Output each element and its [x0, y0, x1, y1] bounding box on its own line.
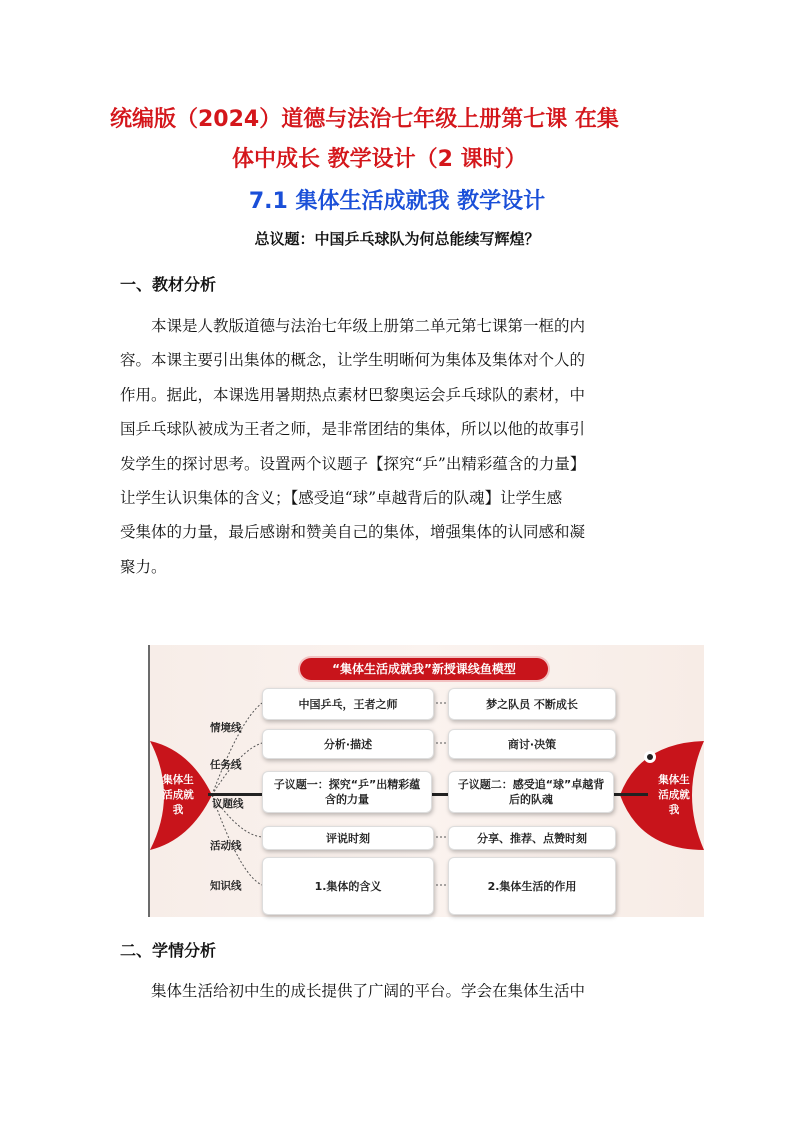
fishbone-model-figure	[148, 645, 704, 917]
left-box-topic: 子议题一：探究“乒”出精彩蕴含的力量	[262, 771, 432, 813]
right-box-topic: 子议题二：感受追“球”卓越背后的队魂	[448, 771, 614, 813]
paragraph-line: 容。本课主要引出集体的概念，让学生明晰何为集体及集体对个人的	[120, 351, 586, 370]
fish-eye-pupil	[647, 754, 653, 760]
paragraph-line: 聚力。	[120, 557, 167, 576]
document-title-line-1: 统编版（2024）道德与法治七年级上册第七课 在集	[110, 107, 619, 132]
paragraph-line: 发学生的探讨思考。设置两个议题子【探究“乒”出精彩蕴含的力量】	[120, 454, 586, 473]
right-box-knowledge: 2.集体生活的作用	[448, 857, 616, 915]
line-label-knowledge: 知识线	[210, 880, 242, 892]
right-box-scenario: 梦之队员 不断成长	[448, 688, 616, 720]
section-heading-textbook-analysis: 一、教材分析	[120, 275, 217, 294]
fish-head-text: 集体生 活成就 我	[658, 774, 690, 816]
paragraph-line: 本课是人教版道德与法治七年级上册第二单元第七课第一框的内	[151, 317, 586, 335]
paragraph-line: 让学生认识集体的含义；【感受追“球”卓越背后的队魂】让学生感	[120, 489, 563, 508]
left-box-scenario: 中国乒乓，王者之师	[262, 688, 434, 720]
lesson-title: 7.1 集体生活成就我 教学设计	[248, 189, 546, 214]
paragraph-line: 作用。据此，本课选用暑期热点素材巴黎奥运会乒乓球队的素材，中	[120, 385, 586, 404]
document-title-line-2: 体中成长 教学设计（2 课时）	[232, 147, 527, 172]
overall-question: 总议题：中国乒乓球队为何总能续写辉煌？	[254, 230, 540, 248]
paragraph-line: 集体生活给初中生的成长提供了广阔的平台。学会在集体生活中	[151, 982, 586, 1000]
section-heading-student-analysis: 二、学情分析	[120, 941, 217, 960]
right-box-task: 商讨·决策	[448, 729, 616, 759]
left-box-knowledge: 1.集体的含义	[262, 857, 434, 915]
paragraph-line: 国乒乓球队被成为王者之师，是非常团结的集体，所以以他的故事引	[120, 420, 586, 439]
fish-tail-text: 集体生 活成就 我	[162, 774, 194, 816]
left-box-activity: 评说时刻	[262, 826, 434, 850]
line-label-scenario: 情境线	[210, 722, 242, 734]
paragraph-line: 受集体的力量，最后感谢和赞美自己的集体，增强集体的认同感和凝	[120, 523, 586, 542]
line-label-activity: 活动线	[210, 840, 242, 852]
student-analysis-paragraph	[120, 974, 680, 1008]
textbook-analysis-paragraph	[120, 309, 680, 584]
line-label-topic: 议题线	[212, 798, 244, 810]
figure-banner-title: “集体生活成就我”新授课线鱼模型	[300, 658, 548, 680]
right-box-activity: 分享、推荐、点赞时刻	[448, 826, 616, 850]
line-label-task: 任务线	[210, 759, 242, 771]
left-box-task: 分析·描述	[262, 729, 434, 759]
